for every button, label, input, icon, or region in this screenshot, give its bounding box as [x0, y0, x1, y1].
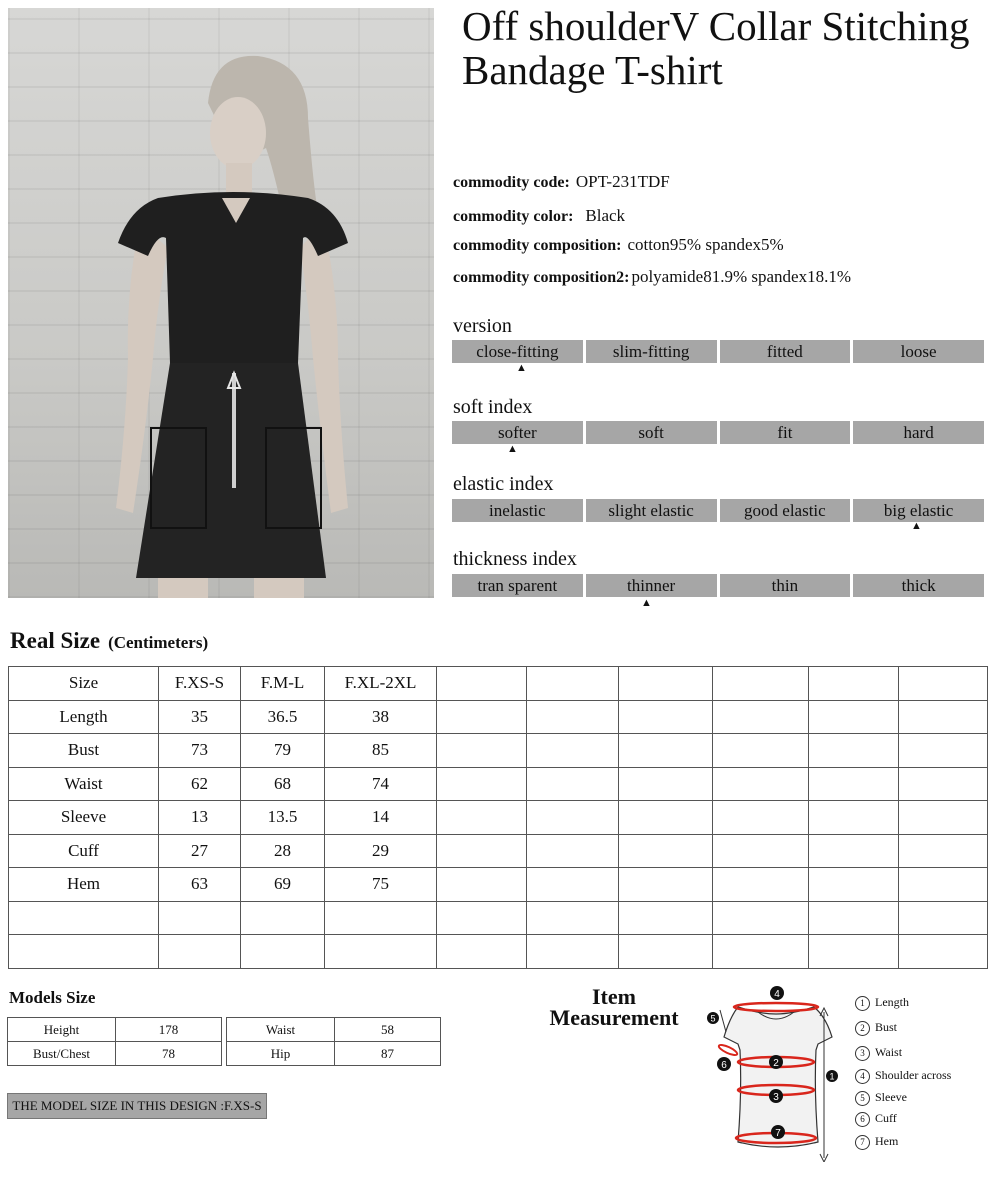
empty-cell — [241, 935, 325, 969]
header-cell: F.XS-S — [159, 667, 241, 701]
model-measure-value: 58 — [335, 1018, 441, 1042]
model-measure-label: Waist — [227, 1018, 335, 1042]
empty-cell — [899, 801, 988, 835]
real-size-table — [8, 666, 988, 969]
empty-cell — [437, 868, 527, 902]
table-cell: 68 — [241, 767, 325, 801]
empty-cell — [899, 901, 988, 935]
table-row — [227, 1042, 441, 1066]
row-label: Length — [9, 700, 159, 734]
table-cell: 79 — [241, 734, 325, 768]
empty-cell — [527, 801, 619, 835]
empty-cell — [713, 801, 809, 835]
real-size-title — [10, 628, 208, 654]
header-cell: F.M-L — [241, 667, 325, 701]
thickness-index-option: thinner — [586, 574, 717, 597]
legend-label: Waist — [875, 1045, 903, 1059]
spec-label: commodity color: — [453, 208, 574, 225]
diagram-number-2 — [769, 1055, 783, 1069]
legend-number: 7 — [855, 1135, 870, 1150]
table-cell: 69 — [241, 868, 325, 902]
soft-index-option: softer — [452, 421, 583, 444]
soft-index-label: soft index — [453, 396, 533, 418]
empty-cell — [437, 734, 527, 768]
empty-cell — [159, 935, 241, 969]
svg-text:2: 2 — [773, 1058, 779, 1069]
table-row-empty — [9, 935, 988, 969]
thickness-index-option: tran sparent — [452, 574, 583, 597]
table-cell: 28 — [241, 834, 325, 868]
table-cell: 13 — [159, 801, 241, 835]
table-row — [8, 1018, 222, 1042]
empty-cell — [899, 935, 988, 969]
soft-index-option: hard — [853, 421, 984, 444]
legend-label: Length — [875, 995, 909, 1009]
real-size-unit: (Centimeters) — [108, 633, 209, 652]
empty-cell — [437, 667, 527, 701]
svg-text:5: 5 — [710, 1013, 716, 1024]
empty-cell — [809, 667, 899, 701]
empty-cell — [809, 801, 899, 835]
legend-cuff — [855, 1111, 897, 1127]
version-option: fitted — [720, 340, 851, 363]
diagram-number-4 — [770, 986, 784, 1000]
elastic-index-option: slight elastic — [586, 499, 717, 522]
sleeve-arrow — [720, 1010, 726, 1032]
spec-value: cotton95% spandex5% — [627, 235, 784, 254]
spec-label: commodity code: — [453, 174, 570, 191]
model-size-note: THE MODEL SIZE IN THIS DESIGN :F.XS-S — [7, 1093, 267, 1119]
elastic-index-option: good elastic — [720, 499, 851, 522]
empty-cell — [159, 901, 241, 935]
thickness-index-selected-marker: ▲ — [641, 597, 652, 609]
legend-number: 3 — [855, 1046, 870, 1061]
empty-cell — [619, 935, 713, 969]
soft-index-option: fit — [720, 421, 851, 444]
legend-label: Bust — [875, 1020, 898, 1034]
empty-cell — [899, 868, 988, 902]
empty-cell — [899, 834, 988, 868]
thickness-index-scale — [452, 574, 984, 597]
version-scale — [452, 340, 984, 363]
version-option: close-fitting — [452, 340, 583, 363]
empty-cell — [527, 700, 619, 734]
diagram-number-3 — [769, 1089, 783, 1103]
spec-commodity-code — [453, 172, 670, 192]
legend-number: 4 — [855, 1069, 870, 1084]
row-label: Hem — [9, 868, 159, 902]
thickness-index-label: thickness index — [453, 548, 577, 570]
empty-cell — [713, 868, 809, 902]
svg-text:7: 7 — [775, 1128, 781, 1139]
legend-shoulder-across — [855, 1068, 951, 1084]
svg-text:6: 6 — [721, 1060, 727, 1071]
shoulder-band — [734, 1003, 818, 1011]
empty-cell — [241, 901, 325, 935]
empty-cell — [713, 667, 809, 701]
table-cell: 63 — [159, 868, 241, 902]
table-row — [9, 834, 988, 868]
version-selected-marker: ▲ — [516, 362, 527, 374]
elastic-index-option: big elastic — [853, 499, 984, 522]
row-label: Bust — [9, 734, 159, 768]
table-row — [9, 700, 988, 734]
empty-cell — [527, 935, 619, 969]
legend-number: 2 — [855, 1021, 870, 1036]
empty-cell — [809, 734, 899, 768]
empty-cell — [527, 901, 619, 935]
header-cell: Size — [9, 667, 159, 701]
model-measure-label: Bust/Chest — [8, 1042, 116, 1066]
model-measure-label: Height — [8, 1018, 116, 1042]
table-cell: 38 — [325, 700, 437, 734]
table-cell: 27 — [159, 834, 241, 868]
version-label: version — [453, 315, 512, 337]
empty-cell — [325, 935, 437, 969]
empty-cell — [619, 801, 713, 835]
empty-cell — [713, 935, 809, 969]
empty-cell — [9, 935, 159, 969]
empty-cell — [899, 767, 988, 801]
empty-cell — [437, 901, 527, 935]
empty-cell — [713, 700, 809, 734]
legend-number: 5 — [855, 1091, 870, 1106]
table-cell: 73 — [159, 734, 241, 768]
empty-cell — [619, 868, 713, 902]
table-row — [9, 868, 988, 902]
empty-cell — [899, 700, 988, 734]
table-cell: 62 — [159, 767, 241, 801]
table-row — [9, 767, 988, 801]
spec-value: Black — [585, 206, 626, 225]
spec-value: polyamide81.9% spandex18.1% — [631, 267, 851, 286]
diagram-number-1 — [826, 1070, 838, 1082]
empty-cell — [527, 667, 619, 701]
thickness-index-option: thin — [720, 574, 851, 597]
table-header-row — [9, 667, 988, 701]
empty-cell — [809, 935, 899, 969]
spec-label: commodity composition2: — [453, 269, 630, 286]
legend-sleeve — [855, 1090, 907, 1106]
table-cell: 35 — [159, 700, 241, 734]
table-cell: 75 — [325, 868, 437, 902]
table-row — [227, 1018, 441, 1042]
empty-cell — [527, 734, 619, 768]
empty-cell — [713, 901, 809, 935]
empty-cell — [809, 868, 899, 902]
row-label: Waist — [9, 767, 159, 801]
empty-cell — [619, 700, 713, 734]
elastic-index-scale — [452, 499, 984, 522]
legend-bust — [855, 1020, 897, 1036]
legend-label: Shoulder across — [875, 1068, 952, 1082]
empty-cell — [619, 667, 713, 701]
spec-commodity-composition2 — [453, 267, 851, 287]
empty-cell — [527, 834, 619, 868]
diagram-number-7 — [771, 1125, 785, 1139]
table-row — [8, 1042, 222, 1066]
svg-text:4: 4 — [774, 989, 780, 1000]
svg-text:1: 1 — [829, 1071, 835, 1082]
table-cell: 74 — [325, 767, 437, 801]
diagram-number-5 — [707, 1012, 719, 1024]
item-measurement-title-line2: Measurement — [549, 1005, 679, 1030]
empty-cell — [809, 834, 899, 868]
soft-index-option: soft — [586, 421, 717, 444]
empty-cell — [437, 801, 527, 835]
model-measure-value: 178 — [116, 1018, 222, 1042]
empty-cell — [437, 935, 527, 969]
elastic-index-selected-marker: ▲ — [911, 520, 922, 532]
table-cell: 14 — [325, 801, 437, 835]
thickness-index-option: thick — [853, 574, 984, 597]
soft-index-selected-marker: ▲ — [507, 443, 518, 455]
table-row-empty — [9, 901, 988, 935]
real-size-heading: Real Size — [10, 628, 101, 653]
empty-cell — [437, 700, 527, 734]
legend-label: Sleeve — [875, 1090, 907, 1104]
version-option: loose — [853, 340, 984, 363]
table-cell: 13.5 — [241, 801, 325, 835]
models-size-table-left — [7, 1017, 222, 1066]
spec-value: OPT-231TDF — [575, 172, 670, 191]
empty-cell — [713, 734, 809, 768]
empty-cell — [619, 767, 713, 801]
empty-cell — [713, 767, 809, 801]
models-size-title: Models Size — [9, 988, 96, 1007]
table-row — [9, 801, 988, 835]
legend-length — [855, 995, 909, 1011]
row-label: Sleeve — [9, 801, 159, 835]
models-size-table-right — [226, 1017, 441, 1066]
table-row — [9, 734, 988, 768]
table-cell: 29 — [325, 834, 437, 868]
header-cell: F.XL-2XL — [325, 667, 437, 701]
empty-cell — [437, 767, 527, 801]
legend-hem — [855, 1134, 898, 1150]
spec-label: commodity composition: — [453, 237, 622, 254]
soft-index-scale — [452, 421, 984, 444]
legend-waist — [855, 1045, 902, 1061]
empty-cell — [619, 901, 713, 935]
empty-cell — [899, 734, 988, 768]
empty-cell — [809, 767, 899, 801]
empty-cell — [527, 767, 619, 801]
elastic-index-option: inelastic — [452, 499, 583, 522]
legend-number: 1 — [855, 996, 870, 1011]
product-title: Off shoulderV Collar Stitching Bandage T-shirt — [462, 3, 970, 93]
table-cell: 85 — [325, 734, 437, 768]
item-measurement-title-line1: Item — [592, 984, 636, 1009]
model-measure-value: 78 — [116, 1042, 222, 1066]
model-measure-label: Hip — [227, 1042, 335, 1066]
version-option: slim-fitting — [586, 340, 717, 363]
spec-commodity-color — [453, 206, 625, 226]
diagram-number-6 — [717, 1057, 731, 1071]
empty-cell — [619, 834, 713, 868]
legend-number: 6 — [855, 1112, 870, 1127]
model-measure-value: 87 — [335, 1042, 441, 1066]
legend-label: Cuff — [875, 1111, 897, 1125]
empty-cell — [713, 834, 809, 868]
row-label: Cuff — [9, 834, 159, 868]
product-photo — [8, 8, 434, 598]
model-figure — [8, 8, 434, 598]
empty-cell — [619, 734, 713, 768]
empty-cell — [437, 834, 527, 868]
empty-cell — [9, 901, 159, 935]
empty-cell — [527, 868, 619, 902]
cuff-band — [718, 1043, 739, 1057]
legend-label: Hem — [875, 1134, 899, 1148]
svg-text:3: 3 — [773, 1092, 779, 1103]
elastic-index-label: elastic index — [453, 473, 554, 495]
spec-commodity-composition — [453, 235, 784, 255]
empty-cell — [325, 901, 437, 935]
table-cell: 36.5 — [241, 700, 325, 734]
empty-cell — [809, 700, 899, 734]
empty-cell — [899, 667, 988, 701]
item-measurement-title — [528, 986, 700, 1028]
tshirt-measurement-diagram — [700, 982, 850, 1162]
empty-cell — [809, 901, 899, 935]
